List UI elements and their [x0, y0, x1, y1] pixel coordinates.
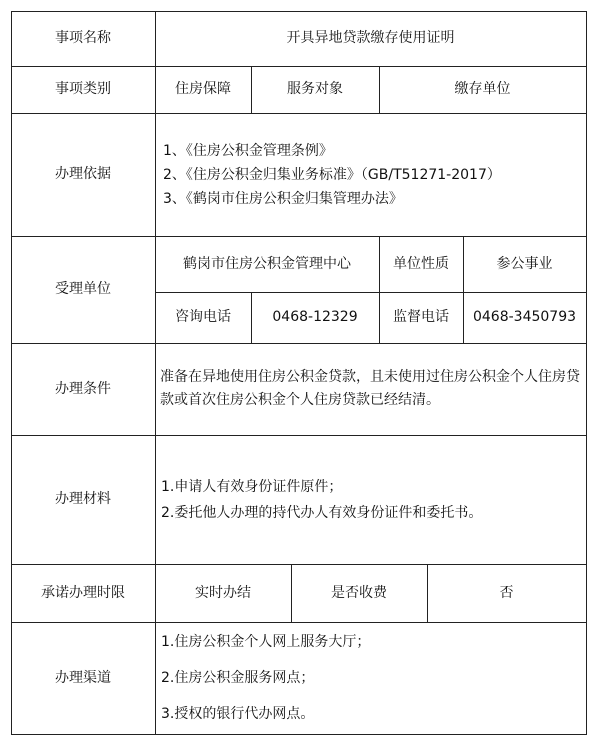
acceptance-label: 受理单位: [55, 281, 111, 298]
conditions-label: 办理条件: [55, 380, 111, 397]
time-limit-label: 承诺办理时限: [41, 584, 125, 601]
fee-value: 否: [499, 584, 514, 601]
supervise-phone-value: 0468-3450793: [472, 309, 577, 326]
unit-nature-value: 参公事业: [496, 255, 553, 272]
row-divider: [11, 435, 586, 436]
column-divider: [155, 11, 156, 734]
basis-item: 3、《鹤岗市住房公积金归集管理办法》: [163, 190, 403, 207]
basis-list: [155, 113, 586, 236]
fee-label: 是否收费: [331, 584, 387, 601]
item-type-category: 住房保障: [175, 81, 231, 98]
row-divider: [11, 66, 586, 67]
column-divider: [379, 236, 380, 343]
basis-label: 办理依据: [55, 166, 111, 183]
unit-nature-label: 单位性质: [393, 255, 449, 272]
materials-label: 办理材料: [55, 491, 111, 508]
row-divider: [11, 343, 586, 344]
time-limit-value: 实时办结: [195, 584, 251, 601]
table-border-left: [11, 11, 12, 734]
item-name-label: 事项名称: [55, 30, 111, 47]
conditions-paragraph: 准备在异地使用住房公积金贷款，且未使用过住房公积金个人住房贷款或首次住房公积金个人住房贷款已经结清。: [160, 369, 580, 408]
basis-item: 2、《住房公积金归集业务标准》（GB/T51271-2017）: [163, 166, 501, 183]
basis-item: 1、《住房公积金管理条例》: [163, 142, 333, 159]
table-border-right: [586, 11, 587, 735]
column-divider: [379, 66, 380, 113]
row-divider: [155, 292, 586, 293]
channel-item: 1.住房公积金个人网上服务大厅；: [161, 633, 371, 650]
column-divider: [291, 564, 292, 622]
row-divider: [11, 564, 586, 565]
table-border-top: [11, 11, 586, 12]
column-divider: [251, 292, 252, 343]
table-border-bottom: [11, 734, 587, 735]
channels-label: 办理渠道: [55, 669, 111, 686]
service-target-label: 服务对象: [287, 81, 343, 98]
column-divider: [427, 564, 428, 622]
item-type-label: 事项类别: [55, 81, 111, 98]
acceptance-unit: 鹤岗市住房公积金管理中心: [183, 255, 351, 272]
service-target-value: 缴存单位: [454, 81, 511, 98]
row-divider: [11, 622, 586, 623]
conditions-text: [155, 343, 586, 435]
channel-item: 3.授权的银行代办网点。: [161, 705, 315, 722]
materials-item: 1.申请人有效身份证件原件；: [161, 478, 343, 495]
channels-list: [155, 622, 586, 734]
column-divider: [251, 66, 252, 113]
materials-list: [155, 435, 586, 564]
consult-phone-label: 咨询电话: [175, 309, 231, 326]
supervise-phone-label: 监督电话: [393, 309, 449, 326]
consult-phone-value: 0468-12329: [272, 309, 358, 326]
row-divider: [11, 236, 586, 237]
channel-item: 2.住房公积金服务网点；: [161, 669, 315, 686]
column-divider: [463, 236, 464, 343]
materials-item: 2.委托他人办理的持代办人有效身份证件和委托书。: [161, 504, 483, 521]
item-name-value: 开具异地贷款缴存使用证明: [286, 30, 455, 47]
row-divider: [11, 113, 586, 114]
